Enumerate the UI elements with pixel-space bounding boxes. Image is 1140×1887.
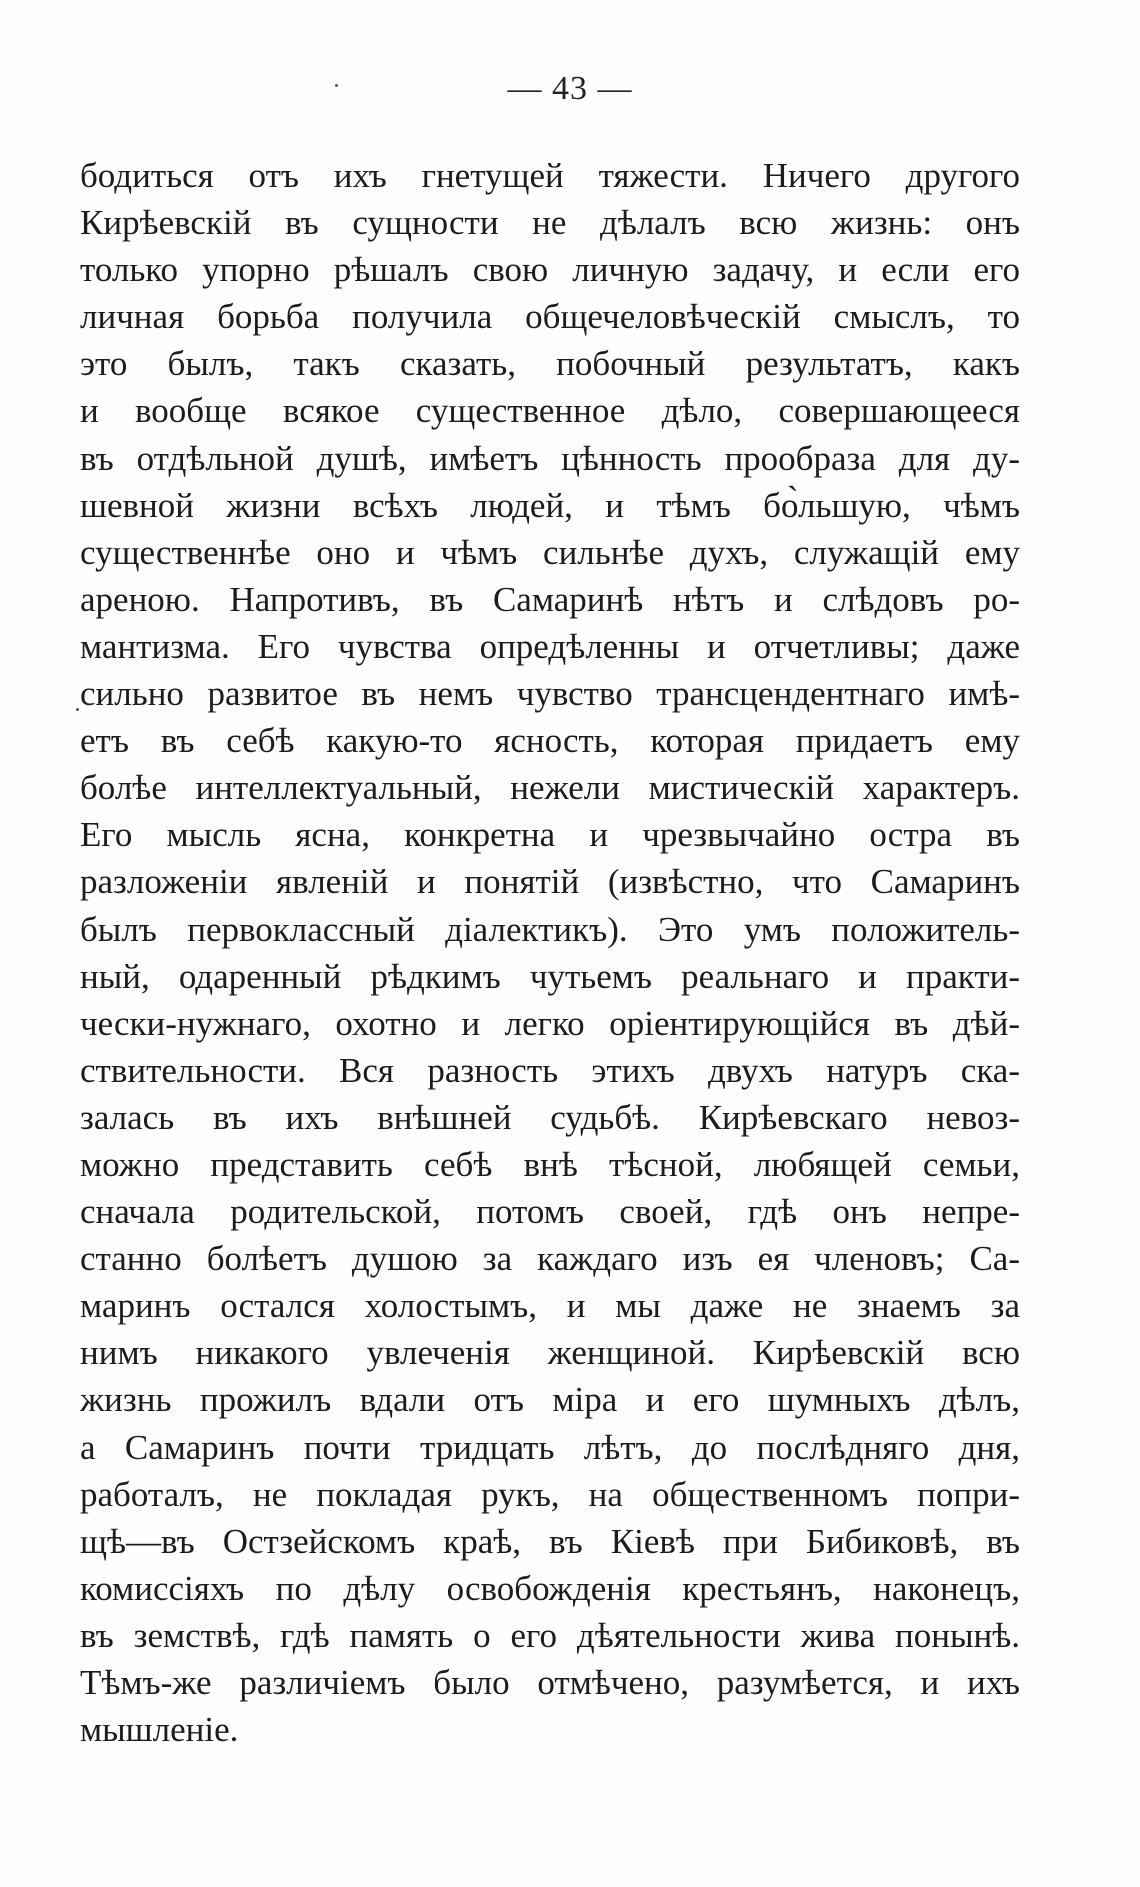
text-line: Тѣмъ-же различіемъ было отмѣчено, разумѣется, и ихъ xyxy=(80,1663,1020,1702)
text-line: сильно развитое въ немъ чувство трансцендентнаго имѣ- xyxy=(80,674,1020,714)
body-text xyxy=(80,152,1020,1753)
text-line: личная борьба получила общечеловѣческій смыслъ, то xyxy=(80,297,1020,337)
text-line: ный, одаренный рѣдкимъ чутьемъ реальнаго и практи- xyxy=(80,956,1020,996)
text-line: и вообще всякое существенное дѣло, совершающееся xyxy=(80,391,1020,431)
print-speck xyxy=(76,708,79,711)
text-line: щѣ—въ Остзейскомъ краѣ, въ Кіевѣ при Бибиковѣ, въ xyxy=(80,1521,1020,1561)
text-line: етъ въ себѣ какую-то ясность, которая придаетъ ему xyxy=(80,721,1020,761)
text-line: шевной жизни всѣхъ людей, и тѣмъ бо̀льшую, чѣмъ xyxy=(80,485,1020,525)
text-line: существеннѣе оно и чѣмъ сильнѣе духъ, служащій ему xyxy=(80,532,1020,572)
text-line: Его мысль ясна, конкретна и чрезвычайно остра въ xyxy=(80,815,1020,855)
text-line: работалъ, не покладая рукъ, на общественномъ попри- xyxy=(80,1474,1020,1514)
text-line: маринъ остался холостымъ, и мы даже не знаемъ за xyxy=(80,1286,1020,1326)
text-line: въ земствѣ, гдѣ память о его дѣятельности жива понынѣ. xyxy=(80,1615,1020,1655)
text-line: жизнь прожилъ вдали отъ міра и его шумныхъ дѣлъ, xyxy=(80,1380,1020,1420)
page-number: — 43 — xyxy=(507,70,633,107)
text-line: можно представить себѣ внѣ тѣсной, любящей семьи, xyxy=(80,1144,1020,1184)
text-line: комиссіяхъ по дѣлу освобожденія крестьянъ, наконецъ, xyxy=(80,1568,1020,1608)
text-line: только упорно рѣшалъ свою личную задачу, и если его xyxy=(80,250,1020,290)
text-line: чески-нужнаго, охотно и легко оріентирующійся въ дѣй- xyxy=(80,1003,1020,1043)
text-line-last: мышленіе. xyxy=(80,1710,239,1750)
text-line: болѣе интеллектуальный, нежели мистическій характеръ. xyxy=(80,768,1020,808)
text-line: сначала родительской, потомъ своей, гдѣ онъ непре- xyxy=(80,1192,1020,1232)
text-line: залась въ ихъ внѣшней судьбѣ. Кирѣевскаго невоз- xyxy=(80,1097,1020,1137)
text-line: ареною. Напротивъ, въ Самаринѣ нѣтъ и слѣдовъ ро- xyxy=(80,579,1020,619)
text-line: бодиться отъ ихъ гнетущей тяжести. Ничего другого xyxy=(80,156,1020,195)
text-line: мантизма. Его чувства опредѣленны и отчетливы; даже xyxy=(80,626,1020,666)
text-line: нимъ никакого увлеченія женщиной. Кирѣевскій всю xyxy=(80,1333,1020,1373)
text-line: а Самаринъ почти тридцать лѣтъ, до послѣдняго дня, xyxy=(80,1427,1020,1467)
text-line: ствительности. Вся разность этихъ двухъ натуръ ска- xyxy=(80,1050,1020,1090)
text-line: былъ первоклассный діалектикъ). Это умъ положитель- xyxy=(80,909,1020,949)
text-line: разложеніи явленій и понятій (извѣстно, что Самаринъ xyxy=(80,862,1020,902)
text-line: это былъ, такъ сказать, побочный результатъ, какъ xyxy=(80,344,1020,384)
text-line: въ отдѣльной душѣ, имѣетъ цѣнность прообраза для ду- xyxy=(80,438,1020,478)
text-line: Кирѣевскій въ сущности не дѣлалъ всю жизнь: онъ xyxy=(80,203,1020,243)
text-line: станно болѣетъ душою за каждаго изъ ея членовъ; Са- xyxy=(80,1239,1020,1279)
